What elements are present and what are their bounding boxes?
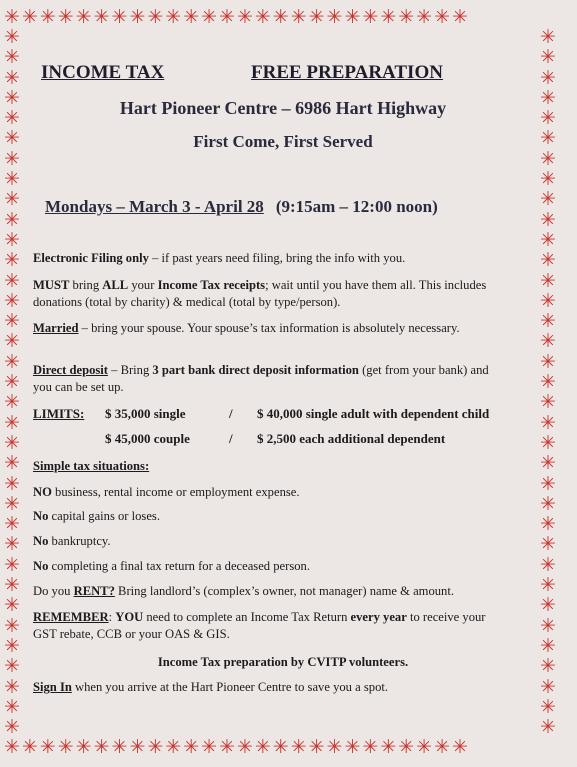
exclusion-text: bankruptcy. [48,534,111,548]
no-label: No [33,534,49,548]
first-come-first-served: First Come, First Served [193,132,373,151]
efile-text: – if past years need filing, bring the info with you. [148,251,406,265]
must-text-2: your [128,278,158,292]
limit-separator: / [229,431,233,446]
deposit-text-2: (get from your bank) and you can be set up. [33,363,489,394]
remember-colon: : [108,610,116,624]
limits-label: LIMITS: [33,406,85,421]
no-label: No [33,509,49,523]
deposit-label: Direct deposit [33,363,108,377]
exclusion-bankruptcy [33,533,503,550]
rent-label: RENT? [73,584,115,598]
married-label: Married [33,321,79,335]
exclusion-text: business, rental income or employment expense. [51,485,300,499]
rent-text-2: Bring landlord’s (complex’s owner, not manager) name & amount. [114,584,454,598]
sign-in-label: Sign In [33,680,72,694]
limit-single: $ 35,000 single [105,406,186,421]
deposit-info-label: 3 part bank direct deposit information [152,363,359,377]
must-text-1: bring [69,278,103,292]
limit-single-child: $ 40,000 single adult with dependent child [257,406,490,421]
decorative-border-top: ✳✳✳✳✳✳✳✳✳✳✳✳✳✳✳✳✳✳✳✳✳✳✳✳✳✳ [4,8,470,27]
you-label: YOU [115,610,144,624]
limit-separator: / [229,406,233,421]
limit-dependent: $ 2,500 each additional dependent [257,431,446,446]
must-label: MUST [33,278,70,292]
remember-note [33,609,503,642]
deposit-text-1: – Bring [107,363,153,377]
rent-text-1: Do you [33,584,74,598]
no-label: No [33,559,49,573]
exclusion-text: completing a final tax return for a deceased person. [48,559,310,573]
remember-label: REMEMBER [33,610,109,624]
efile-label: Electronic Filing only [33,251,149,265]
receipts-note [33,277,503,310]
remember-text-2: to receive your GST rebate, CCB or your OAS & GIS. [33,610,486,641]
schedule-dates: Mondays – March 3 - April 28 [45,197,264,216]
all-label: ALL [102,278,129,292]
decorative-border-left: ✳ ✳ ✳ ✳ ✳ ✳ ✳ ✳ ✳ ✳ ✳ ✳ ✳ ✳ ✳ ✳ ✳ ✳ ✳ ✳ ✳ ✳ ✳ ✳ ✳ ✳ ✳ ✳ ✳ ✳ ✳ ✳ ✳ ✳ ✳ [4,28,20,738]
location: Hart Pioneer Centre – 6986 Hart Highway [119,98,447,118]
title-free-preparation: FREE PREPARATION [251,62,443,83]
rent-note [33,583,503,600]
direct-deposit-note [33,362,503,395]
exclusion-text: capital gains or loses. [48,509,160,523]
sign-in-note [33,679,503,696]
schedule-time: (9:15am – 12:00 noon) [275,197,438,216]
married-note [33,320,503,337]
schedule [45,197,438,217]
exclusion-business [33,484,503,501]
exclusion-deceased [33,558,503,575]
decorative-border-bottom: ✳✳✳✳✳✳✳✳✳✳✳✳✳✳✳✳✳✳✳✳✳✳✳✳✳✳ [4,738,470,757]
must-text-3: ; wait until you have them all. This includes donations (total by charity) & medical (total by type/person). [33,278,487,309]
decorative-border-right: ✳ ✳ ✳ ✳ ✳ ✳ ✳ ✳ ✳ ✳ ✳ ✳ ✳ ✳ ✳ ✳ ✳ ✳ ✳ ✳ ✳ ✳ ✳ ✳ ✳ ✳ ✳ ✳ ✳ ✳ ✳ ✳ ✳ ✳ ✳ [540,28,556,738]
cvitp-note: Income Tax preparation by CVITP volunteers. [157,655,409,669]
exclusion-capital-gains [33,508,503,525]
simple-tax-heading: Simple tax situations: [33,459,150,473]
electronic-filing-note [33,250,503,267]
married-text: – bring your spouse. Your spouse’s tax information is absolutely necessary. [78,321,460,335]
receipts-label: Income Tax receipts [157,278,266,292]
no-label: NO [33,485,52,499]
every-year-label: every year [350,610,407,624]
title-income-tax: INCOME TAX [41,62,165,83]
remember-text-1: need to complete an Income Tax Return [143,610,351,624]
limit-couple: $ 45,000 couple [105,431,190,446]
sign-in-text: when you arrive at the Hart Pioneer Centre to save you a spot. [71,680,389,694]
